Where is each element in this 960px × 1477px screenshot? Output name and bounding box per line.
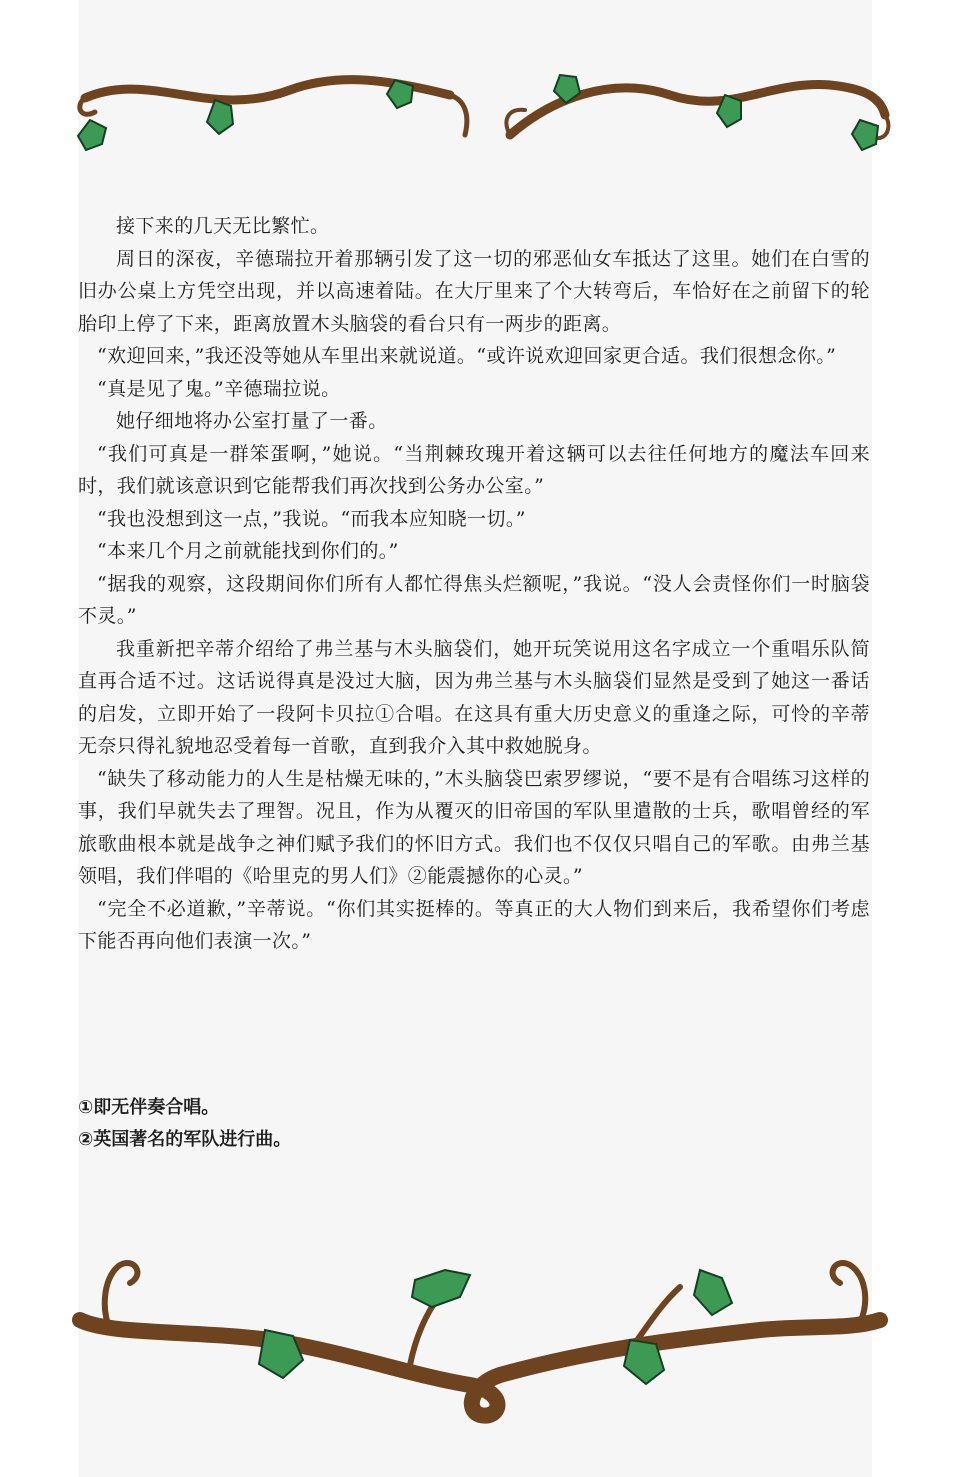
bottom-vine-ornament bbox=[70, 1235, 900, 1435]
paragraph: “我们可真是一群笨蛋啊，”她说。“当荆棘玫瑰开着这辆可以去往任何地方的魔法车回来时，我们就该意识到它能帮我们再次找到公务办公室。” bbox=[78, 442, 870, 497]
paragraph: “缺失了移动能力的人生是枯燥无味的，”木头脑袋巴索罗缪说，“要不是有合唱练习这样的事，我们早就失去了理智。况且，作为从覆灭的旧帝国的军队里遣散的士兵，歌唱曾经的军旅歌曲根本就是战争之神们赋予我们的怀旧方式。我们也不仅仅只唱自己的军歌。由弗兰基领唱，我们伴唱的《哈里克的男人们》②能震撼你的心灵。” bbox=[78, 767, 870, 887]
top-vine-ornament bbox=[70, 60, 900, 170]
paragraph: 她仔细地将办公室打量了一番。 bbox=[116, 410, 388, 432]
body-text bbox=[78, 210, 870, 958]
paragraph: “我也没想到这一点，”我说。“而我本应知晓一切。” bbox=[97, 507, 526, 530]
paragraph: “真是见了鬼。”辛德瑞拉说。 bbox=[97, 377, 341, 400]
paragraph: 接下来的几天无比繁忙。 bbox=[116, 215, 330, 237]
footnote: ①即无伴奏合唱。 bbox=[78, 1097, 220, 1118]
paragraph: “据我的观察，这段期间你们所有人都忙得焦头烂额呢，”我说。“没人会责怪你们一时脑袋不灵。” bbox=[78, 572, 870, 627]
paragraph: “完全不必道歉，”辛蒂说。“你们其实挺棒的。等真正的大人物们到来后，我希望你们考虑下能否再向他们表演一次。” bbox=[78, 897, 870, 952]
footnote: ②英国著名的军队进行曲。 bbox=[78, 1129, 292, 1150]
paragraph: “本来几个月之前就能找到你们的。” bbox=[97, 540, 399, 562]
footnotes bbox=[78, 1092, 778, 1156]
paragraph: 我重新把辛蒂介绍给了弗兰基与木头脑袋们，她开玩笑说用这名字成立一个重唱乐队简直再合适不过。这话说得真是没过大脑，因为弗兰基与木头脑袋们显然是受到了她这一番话的启发，立即开始了一段阿卡贝拉①合唱。在这具有重大历史意义的重逢之际，可怜的辛蒂无奈只得礼貌地忍受着每一首歌，直到我介入其中救她脱身。 bbox=[78, 637, 870, 757]
paragraph: “欢迎回来，”我还没等她从车里出来就说道。“或许说欢迎回家更合适。我们很想念你。” bbox=[97, 345, 837, 367]
paragraph: 周日的深夜，辛德瑞拉开着那辆引发了这一切的邪恶仙女车抵达了这里。她们在白雪的旧办公桌上方凭空出现，并以高速着陆。在大厅里来了个大转弯后，车恰好在之前留下的轮胎印上停了下来，距离放置木头脑袋的看台只有一两步的距离。 bbox=[78, 247, 870, 335]
